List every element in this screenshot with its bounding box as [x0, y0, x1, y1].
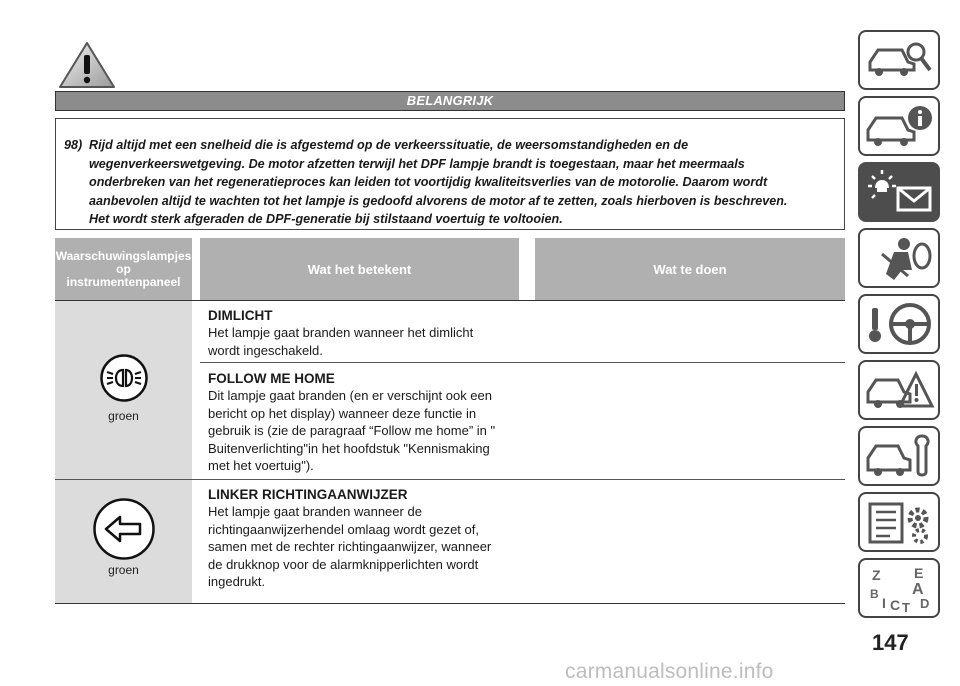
row-divider — [200, 362, 845, 363]
index-letter: D — [920, 596, 930, 611]
tab-safety[interactable] — [858, 228, 940, 288]
left-turn-signal-icon — [92, 497, 156, 561]
warning-light-message-icon — [864, 168, 936, 218]
table-row-icon-cell — [55, 480, 192, 603]
watermark: carmanualsonline.info — [565, 660, 774, 683]
entry-left-turn-signal — [208, 486, 528, 591]
notice-line: wegenverkeerswetgeving. De motor afzetten terwijl het DPF lampje brandt is toegestaan, maar het meermaals — [89, 156, 745, 171]
header-line: instrumentenpaneel — [66, 274, 181, 289]
entry-line: Dit lampje gaat branden (en er verschijnt ook een — [208, 388, 492, 403]
entry-line: samen met de rechter richtingaanwijzer, wanneer — [208, 539, 492, 554]
car-wrench-icon — [864, 432, 936, 482]
tab-car-search[interactable] — [858, 30, 940, 90]
warning-triangle-icon — [57, 40, 117, 90]
car-info-icon — [864, 102, 936, 152]
header-action: Wat te doen — [535, 238, 845, 300]
entry-title: LINKER RICHTINGAANWIJZER — [208, 487, 408, 502]
notice-line: Rijd altijd met een snelheid die is afgestemd op de verkeerssituatie, de weersomstandigheden en de — [89, 138, 689, 152]
entry-line: ingedrukt. — [208, 574, 266, 589]
entry-title: FOLLOW ME HOME — [208, 371, 335, 386]
car-warning-triangle-icon — [864, 366, 936, 416]
tab-maintenance[interactable] — [858, 426, 940, 486]
entry-line: bericht op het display) wanneer deze functie in — [208, 405, 477, 421]
entry-line: Het lampje gaat branden wanneer de — [208, 504, 422, 519]
header-warning-lights — [55, 238, 192, 300]
entry-line: de drukknop voor de alarmknipperlichten wordt — [208, 556, 479, 572]
entry-line: gebruik is (zie de paragraaf “Follow me home” in " — [208, 423, 496, 438]
notice-number: 98) — [64, 138, 83, 152]
entry-low-beam — [208, 307, 528, 359]
tab-emergency[interactable] — [858, 360, 940, 420]
steering-wheel-icon — [864, 300, 936, 350]
alphabet-index-icon — [864, 564, 936, 614]
tab-car-info[interactable] — [858, 96, 940, 156]
entry-line: Het lampje gaat branden wanneer het dimlicht — [208, 325, 474, 340]
index-letter: A — [912, 581, 924, 598]
table-row-icon-cell — [55, 301, 192, 479]
tab-index[interactable] — [858, 558, 940, 618]
notice-line: onderbreken van het regeneratieproces kan leiden tot voortijdig kwaliteitsverlies van de motorolie. Daarom wordt — [89, 175, 768, 189]
lamp-color-label: groen — [108, 409, 139, 423]
notice-line: aanbevolen altijd te wachten tot het lampje is gedoofd alvorens de motor af te zetten, zoals hierboven is beschreven. — [89, 193, 788, 208]
header-line: op — [116, 261, 131, 276]
notice-box — [55, 118, 845, 230]
header-meaning: Wat het betekent — [200, 238, 519, 300]
index-letter: B — [870, 587, 879, 601]
tab-starting-driving[interactable] — [858, 294, 940, 354]
car-search-icon — [864, 36, 936, 86]
notice-line: Het wordt sterk afgeraden de DPF-generatie bij stilstaand voertuig te voltooien. — [89, 212, 563, 226]
page-number: 147 — [872, 630, 909, 655]
entry-line: Buitenverlichting"in het hoofdstuk "Kennismaking — [208, 440, 490, 456]
airbag-seat-icon — [864, 234, 936, 284]
entry-line: met het voertuig"). — [208, 458, 314, 473]
lamp-color-label: groen — [108, 563, 139, 577]
entry-line: richtingaanwijzerhendel omlaag wordt gezet of, — [208, 521, 479, 537]
entry-follow-me-home — [208, 370, 528, 475]
header-line: Waarschuwingslampjes — [55, 248, 192, 263]
spec-list-gear-icon — [864, 498, 936, 548]
table-bottom-rule — [55, 603, 845, 604]
index-letter: C — [890, 597, 901, 613]
low-beam-icon — [99, 353, 149, 403]
tab-warning-lights[interactable] — [858, 162, 940, 222]
notice-heading: BELANGRIJK — [55, 91, 845, 111]
entry-line: wordt ingeschakeld. — [208, 342, 323, 358]
tab-technical-data[interactable] — [858, 492, 940, 552]
index-letter: I — [882, 595, 886, 611]
entry-title: DIMLICHT — [208, 308, 273, 323]
index-letter: E — [914, 565, 924, 581]
index-letter: T — [902, 600, 910, 614]
index-letter: Z — [872, 567, 881, 583]
